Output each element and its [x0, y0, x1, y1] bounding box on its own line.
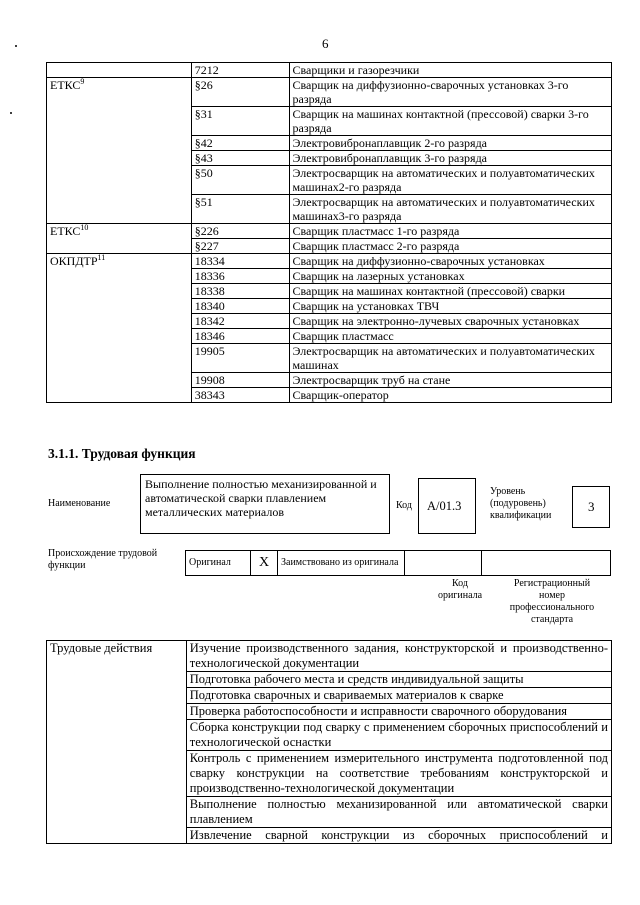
table-row: [47, 63, 612, 78]
footnote-ref: 11: [97, 253, 106, 262]
function-name-box: [140, 474, 390, 534]
code-cell: 38343: [191, 388, 289, 403]
table-row: [47, 254, 612, 269]
labor-action-item: Контроль с применением измерительного инструмента подготовленной под сварку конструкции на соответствие требованиям конструкторской и производственно-технологической документации: [186, 751, 611, 797]
table-row: [47, 78, 612, 107]
original-mark: X: [251, 551, 278, 576]
origin-label: Происхождение трудовой функции: [48, 548, 158, 571]
occupation-name-cell: Электровибронаплавщик 2-го разряда: [289, 136, 611, 151]
occupation-name-cell: Сварщик-оператор: [289, 388, 611, 403]
original-code-cell: [405, 551, 482, 576]
occupation-name-cell: Сварщик пластмасс 2-го разряда: [289, 239, 611, 254]
reg-number-cell: [482, 551, 611, 576]
code-cell: 18342: [191, 314, 289, 329]
doc-name: ЕТКС: [50, 224, 81, 238]
occupation-name-cell: Электровибронаплавщик 3-го разряда: [289, 151, 611, 166]
doc-name-cell: [47, 254, 192, 403]
code-cell: 19905: [191, 344, 289, 373]
code-cell: 18338: [191, 284, 289, 299]
code-cell: 7212: [191, 63, 289, 78]
labor-action-item: Изучение производственного задания, конструкторской и производственно-технологической документации: [186, 641, 611, 672]
origin-table: [185, 550, 611, 576]
occupation-name-cell: Сварщик пластмасс: [289, 329, 611, 344]
occupation-name-cell: Электросварщик труб на стане: [289, 373, 611, 388]
occupation-name-cell: Сварщик на установках ТВЧ: [289, 299, 611, 314]
code-cell: §31: [191, 107, 289, 136]
level-value: 3: [588, 499, 595, 514]
footnote-ref: 10: [80, 223, 89, 232]
level-box: [572, 486, 610, 528]
code-cell: §42: [191, 136, 289, 151]
code-original-caption: Код оригинала: [437, 578, 483, 601]
reg-number-caption: Регистрационный номер профессионального стандарта: [509, 578, 595, 625]
doc-name: ЕТКС: [50, 78, 81, 92]
occupation-name-cell: Электросварщик на автоматических и полуавтоматических машинах2-го разряда: [289, 166, 611, 195]
footnote-ref: 9: [80, 77, 85, 86]
code-cell: §226: [191, 224, 289, 239]
labor-actions-table: [46, 640, 612, 844]
occupation-name-cell: Сварщик на электронно-лучевых сварочных установках: [289, 314, 611, 329]
code-cell: §43: [191, 151, 289, 166]
occupation-name-cell: Сварщик на лазерных установках: [289, 269, 611, 284]
borrowed-label: Заимствовано из оригинала: [278, 551, 405, 576]
code-cell: §227: [191, 239, 289, 254]
code-cell: §50: [191, 166, 289, 195]
labor-action-item: Подготовка рабочего места и средств индивидуальной защиты: [186, 672, 611, 688]
action-row: [47, 641, 612, 672]
occupation-name-cell: Сварщик на диффузионно-сварочных установках: [289, 254, 611, 269]
code-cell: 18346: [191, 329, 289, 344]
code-cell: 18336: [191, 269, 289, 284]
doc-name-cell: [47, 63, 192, 78]
occupation-name-cell: Электросварщик на автоматических и полуавтоматических машинах: [289, 344, 611, 373]
code-box: [418, 478, 476, 534]
labor-action-item: Сборка конструкции под сварку с применением сборочных приспособлений и технологической оснастки: [186, 720, 611, 751]
labor-action-item: Извлечение сварной конструкции из сборочных приспособлений и: [186, 828, 611, 844]
name-label: Наименование: [48, 498, 111, 509]
code-cell: 19908: [191, 373, 289, 388]
code-cell: §26: [191, 78, 289, 107]
codes-table: [46, 62, 612, 403]
code-cell: 18334: [191, 254, 289, 269]
code-cell: §51: [191, 195, 289, 224]
doc-name: ОКПДТР: [50, 254, 98, 268]
occupation-name-cell: Сварщик на диффузионно-сварочных установках 3-го разряда: [289, 78, 611, 107]
section-heading: 3.1.1. Трудовая функция: [48, 446, 196, 461]
table-row: [47, 224, 612, 239]
function-name: Выполнение полностью механизированной и автоматической сварки плавлением металлических материалов: [145, 477, 377, 519]
original-label: Оригинал: [186, 551, 251, 576]
labor-action-item: Проверка работоспособности и исправности сварочного оборудования: [186, 704, 611, 720]
occupation-name-cell: Сварщики и газорезчики: [289, 63, 611, 78]
code-cell: 18340: [191, 299, 289, 314]
labor-actions-label: Трудовые действия: [47, 641, 187, 844]
occupation-name-cell: Электросварщик на автоматических и полуавтоматических машинах3-го разряда: [289, 195, 611, 224]
doc-name-cell: [47, 224, 192, 254]
doc-name-cell: [47, 78, 192, 224]
code-label: Код: [396, 500, 412, 511]
occupation-name-cell: Сварщик на машинах контактной (прессовой) сварки: [289, 284, 611, 299]
occupation-name-cell: Сварщик пластмасс 1-го разряда: [289, 224, 611, 239]
level-label: Уровень (подуровень) квалификации: [490, 486, 552, 521]
code-value: А/01.3: [427, 499, 462, 513]
page-number: 6: [322, 36, 329, 51]
occupation-name-cell: Сварщик на машинах контактной (прессовой) сварки 3-го разряда: [289, 107, 611, 136]
labor-action-item: Подготовка сварочных и свариваемых материалов к сварке: [186, 688, 611, 704]
labor-action-item: Выполнение полностью механизированной или автоматической сварки плавлением: [186, 797, 611, 828]
